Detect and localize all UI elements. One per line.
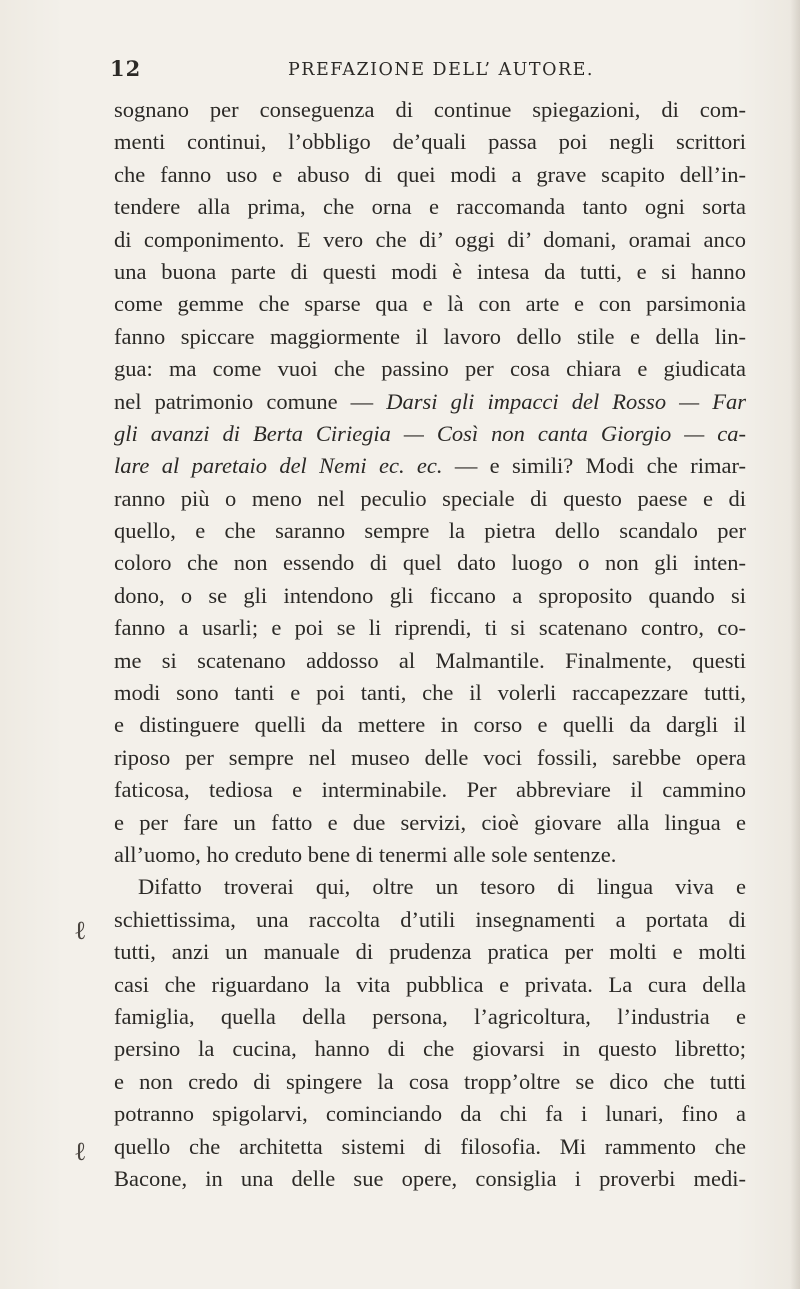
page-number: 12: [110, 56, 142, 81]
page-edge-shadow: [790, 0, 800, 1289]
text-line: tendere alla prima, che orna e raccomanda tanto ogni sorta: [114, 194, 746, 220]
text-line: ranno più o meno nel peculio speciale di questo paese e di: [114, 485, 746, 511]
text-line: famiglia, quella della persona, l’agricoltura, l’industria e: [114, 1003, 746, 1029]
text-line: di componimento. E vero che di’ oggi di’ domani, oramai anco: [114, 226, 746, 252]
text-line: e distinguere quelli da mettere in corso e quelli da dargli il: [114, 712, 746, 738]
text-line: faticosa, tediosa e interminabile. Per abbreviare il cammino: [114, 777, 746, 803]
italic-phrase: Darsi gli impacci del Rosso — Far: [386, 388, 746, 414]
text-line: e non credo di spingere la cosa tropp’oltre se dico che tutti: [114, 1068, 746, 1094]
text-line: fanno a usarli; e poi se li riprendi, ti si scatenano contro, co-: [114, 615, 746, 641]
running-head: PREFAZIONE DELL’ AUTORE.: [288, 60, 594, 80]
text-line: coloro che non essendo di quel dato luogo o non gli inten-: [114, 550, 746, 576]
text-line: dono, o se gli intendono gli ficcano a sproposito quando si: [114, 582, 746, 608]
text-line: sognano per conseguenza di continue spiegazioni, di com-: [114, 97, 746, 122]
text-line: una buona parte di questi modi è intesa da tutti, e si hanno: [114, 258, 746, 284]
text-line: Difatto troverai qui, oltre un tesoro di lingua viva e: [138, 874, 746, 900]
text-line: tutti, anzi un manuale di prudenza pratica per molti e molti: [114, 939, 746, 965]
text-line: all’uomo, ho creduto bene di tenermi alle sole sentenze.: [114, 841, 617, 867]
text-line: modi sono tanti e poi tanti, che il volerli raccapezzare tutti,: [114, 680, 746, 706]
text-line: schiettissima, una raccolta d’utili insegnamenti a portata di: [114, 906, 746, 932]
text-span: nel patrimonio comune —: [114, 388, 387, 414]
text-line: Bacone, in una delle sue opere, consiglia i proverbi medi-: [114, 1165, 746, 1191]
page-header: [110, 56, 740, 86]
margin-pencil-mark: ℓ: [74, 1137, 87, 1167]
text-line: menti continui, l’obbligo de’quali passa poi negli scrittori: [114, 129, 746, 155]
text-line: quello, e che saranno sempre la pietra dello scandalo per: [114, 518, 746, 544]
text-line: fanno spiccare maggiormente il lavoro dello stile e della lin-: [114, 323, 746, 349]
text-line: [114, 418, 746, 450]
text-line: me si scatenano addosso al Malmantile. Finalmente, questi: [114, 647, 746, 673]
text-line: persino la cucina, hanno di che giovarsi in questo libretto;: [114, 1036, 746, 1062]
italic-phrase: lare al paretaio del Nemi ec. ec.: [114, 453, 443, 479]
italic-phrase: gli avanzi di Berta Ciriegia — Così non canta Giorgio — ca-: [114, 420, 746, 446]
text-span: — e simili? Modi che rimar-: [442, 453, 747, 479]
text-line: riposo per sempre nel museo delle voci fossili, sarebbe opera: [114, 744, 746, 770]
text-line: quello che architetta sistemi di filosofia. Mi rammento che: [114, 1133, 746, 1159]
margin-pencil-mark: ℓ: [74, 916, 87, 946]
text-line: come gemme che sparse qua e là con arte e con parsimonia: [114, 291, 746, 317]
text-line: e per fare un fatto e due servizi, cioè giovare alla lingua e: [114, 809, 746, 835]
text-line: potranno spigolarvi, cominciando da chi fa i lunari, fino a: [114, 1101, 746, 1127]
body-text: [114, 94, 746, 1195]
text-line: che fanno uso e abuso di quei modi a grave scapito dell’in-: [114, 161, 746, 187]
text-line: gua: ma come vuoi che passino per cosa chiara e giudicata: [114, 356, 746, 382]
text-line: [114, 450, 746, 482]
text-line: casi che riguardano la vita pubblica e privata. La cura della: [114, 971, 746, 997]
text-line: [114, 386, 746, 418]
